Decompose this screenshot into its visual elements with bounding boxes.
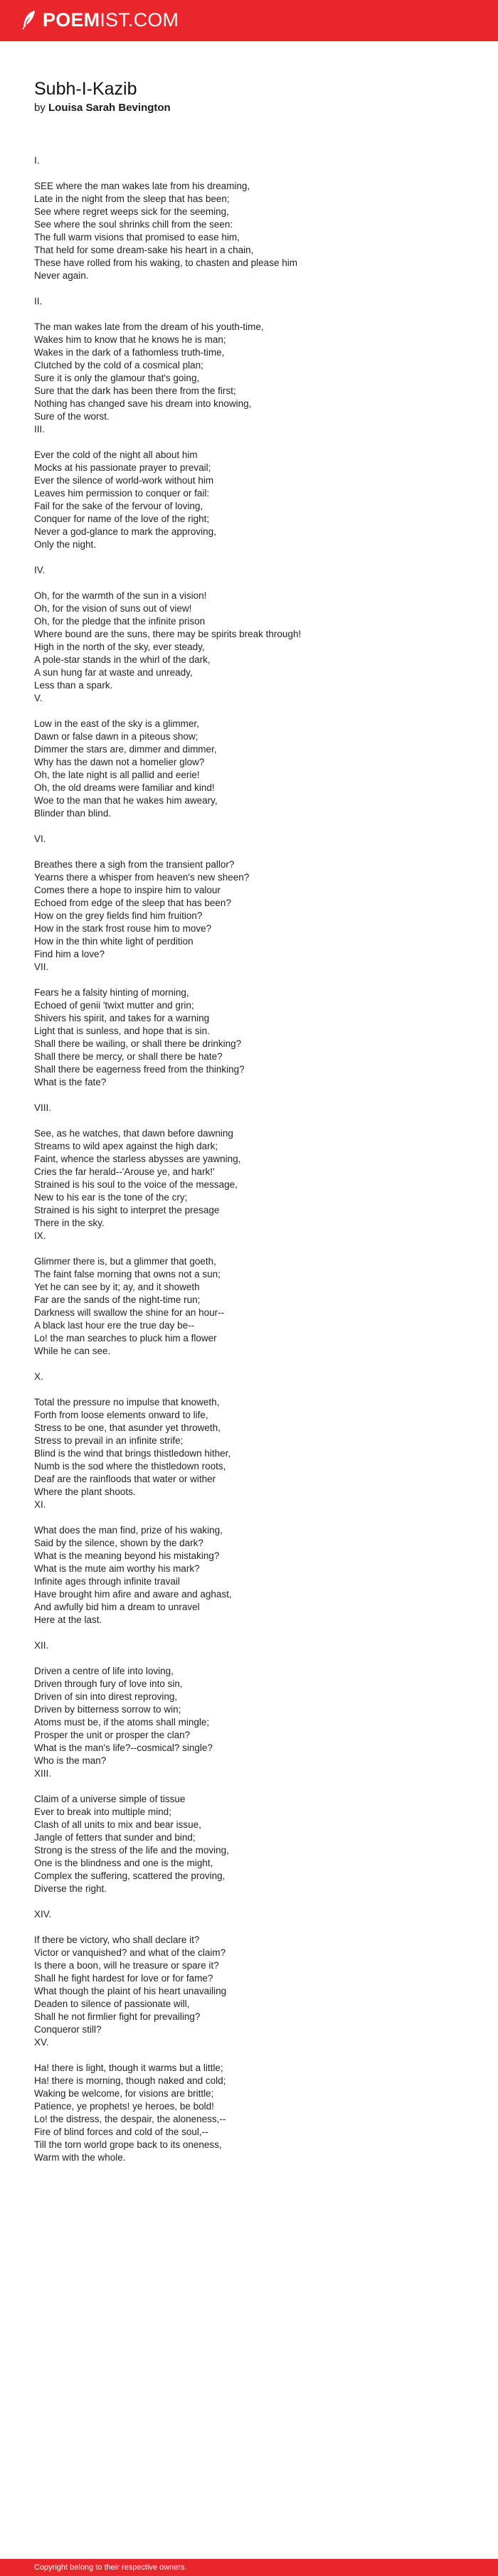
stanza-break [34, 974, 475, 986]
poem-line: What though the plaint of his heart unavailing [34, 1986, 227, 1996]
poem-line: Claim of a universe simple of tissue [34, 1794, 186, 1804]
site-logo-text: POEMIST.COM [43, 9, 179, 31]
poem-line: See where the soul shrinks chill from the seen: [34, 219, 233, 230]
poem-line: Lo! the distress, the despair, the aloneness,-- [34, 2114, 226, 2124]
poem-line: High in the north of the sky, ever steady, [34, 642, 205, 652]
poem-line: Yearns there a whisper from heaven's new sheen? [34, 872, 250, 883]
stanza-break [34, 1089, 475, 1102]
poem-line: Wakes him to know that he knows he is man; [34, 334, 226, 345]
copyright-text: Copyright belong to their respective owners. [34, 2563, 187, 2572]
poem-line: Why has the dawn not a homelier glow? [34, 757, 205, 767]
poem-line: A black last hour ere the true day be-- [34, 1320, 195, 1331]
poem-line: Where the plant shoots. [34, 1486, 136, 1497]
poem-line: Ever the cold of the night all about him [34, 449, 198, 460]
poem-line: See where regret weeps sick for the seeming, [34, 206, 229, 217]
poem-line: Said by the silence, shown by the dark? [34, 1538, 203, 1548]
stanza-break [34, 142, 475, 154]
poem-line: V. [34, 693, 43, 703]
poem-line: Glimmer there is, but a glimmer that goeth, [34, 1256, 216, 1267]
stanza-break [34, 308, 475, 321]
poem-line: I. [34, 155, 40, 166]
poem-line: New to his ear is the tone of the cry; [34, 1192, 188, 1203]
stanza-break [34, 1652, 475, 1665]
poem-line: The faint false morning that owns not a sun; [34, 1269, 221, 1279]
poem-line: How in the thin white light of perdition [34, 936, 194, 947]
poem-line: Driven a centre of life into loving, [34, 1666, 174, 1676]
poem-line: Driven through fury of love into sin, [34, 1678, 183, 1689]
poem-line: XI. [34, 1499, 46, 1510]
poem-line: Strong is the stress of the life and the moving, [34, 1845, 229, 1856]
stanza-break [34, 846, 475, 858]
poem-line: Here at the last. [34, 1614, 102, 1625]
poem-line: Conquer for name of the love of the right; [34, 513, 210, 524]
site-logo[interactable] [21, 9, 179, 31]
poem-line: VIII. [34, 1102, 52, 1113]
quill-pen-icon [21, 10, 37, 30]
stanza-break [34, 1358, 475, 1371]
poem-line: Ha! there is morning, though naked and cold; [34, 2075, 226, 2086]
poem-line: Only the night. [34, 539, 97, 550]
poem-line: Oh, for the warmth of the sun in a vision! [34, 590, 207, 601]
poem-line: Sure of the worst. [34, 411, 110, 422]
poem-line: Breathes there a sigh from the transient pallor? [34, 859, 235, 870]
poem-line: What is the meaning beyond his mistaking? [34, 1550, 220, 1561]
poem-line: Streams to wild apex against the high dark; [34, 1141, 218, 1151]
stanza-break [34, 2049, 475, 2062]
stanza-break [34, 1114, 475, 1127]
poem-line: XII. [34, 1640, 49, 1651]
poem-line: VI. [34, 834, 46, 844]
poem-line: Fears he a falsity hinting of morning, [34, 987, 189, 998]
poem-line: Shall he fight hardest for love or for fame? [34, 1973, 213, 1984]
poem-line: That held for some dream-sake his heart in a chain, [34, 245, 254, 255]
poem-line: Where bound are the suns, there may be spirits break through! [34, 629, 302, 639]
stanza-break [34, 705, 475, 718]
author-link[interactable]: Louisa Sarah Bevington [48, 102, 171, 114]
stanza-break [34, 282, 475, 295]
poem-line: Leaves him permission to conquer or fail: [34, 488, 210, 499]
poem-line: Atoms must be, if the atoms shall mingle; [34, 1717, 210, 1728]
poem-line: Blind is the wind that brings thistledown hither, [34, 1448, 231, 1459]
poem-line: Have brought him afire and aware and aghast, [34, 1589, 232, 1600]
byline [34, 101, 475, 115]
poem-line: Never a god-glance to mark the approving, [34, 526, 216, 537]
poem-line: Shivers his spirit, and takes for a warning [34, 1013, 210, 1023]
poem-line: If there be victory, who shall declare it? [34, 1934, 200, 1945]
poem-line: Woe to the man that he wakes him aweary, [34, 795, 218, 806]
poem-line: IV. [34, 565, 46, 575]
poem-line: Till the torn world grope back to its oneness, [34, 2139, 222, 2150]
poem-line: Lo! the man searches to pluck him a flower [34, 1333, 217, 1343]
poem-line: Complex the suffering, scattered the proving, [34, 1870, 226, 1881]
poem-line: The man wakes late from the dream of his youth-time, [34, 321, 264, 332]
poem-line: Far are the sands of the night-time run; [34, 1294, 201, 1305]
poem-line: Fail for the sake of the fervour of loving, [34, 501, 203, 511]
poem-line: Strained is his sight to interpret the presage [34, 1205, 220, 1215]
poem-line: Patience, ye prophets! ye heroes, be bold! [34, 2101, 214, 2112]
poem-line: One is the blindness and one is the might, [34, 1858, 213, 1868]
poem-line: Oh, for the vision of suns out of view! [34, 603, 192, 614]
stanza-break [34, 167, 475, 180]
poem-line: Blinder than blind. [34, 808, 112, 819]
poem-line: Dimmer the stars are, dimmer and dimmer, [34, 744, 217, 755]
poem-line: Wakes in the dark of a fathomless truth-time, [34, 347, 225, 358]
site-footer [0, 2559, 498, 2576]
poem-line: Stress to be one, that asunder yet throweth, [34, 1422, 221, 1433]
by-label: by [34, 102, 46, 114]
stanza-break [34, 820, 475, 833]
poem-line: A pole-star stands in the whirl of the dark, [34, 654, 211, 665]
poem-line: Sure it is only the glamour that's going, [34, 373, 200, 383]
stanza-break [34, 1627, 475, 1639]
site-header [0, 0, 498, 41]
stanza-break [34, 1383, 475, 1396]
poem-line: Stress to prevail in an infinite strife; [34, 1435, 184, 1446]
poem-line: Fire of blind forces and cold of the soul,-- [34, 2127, 208, 2137]
poem-line: Comes there a hope to inspire him to valour [34, 885, 221, 895]
poem-line: Clash of all units to mix and bear issue, [34, 1819, 201, 1830]
poem-line: Jangle of fetters that sunder and bind; [34, 1832, 196, 1843]
poem-line: Nothing has changed save his dream into knowing, [34, 398, 252, 409]
poem-title: Subh-I-Kazib [34, 79, 137, 99]
poem-line: Find him a love? [34, 949, 105, 959]
stanza-break [34, 1895, 475, 1908]
poem-line: XIV. [34, 1909, 52, 1920]
stanza-break [34, 436, 475, 449]
poem-line: IX. [34, 1230, 46, 1241]
poem-line: X. [34, 1371, 43, 1382]
poem-line: XV. [34, 2037, 49, 2048]
poem-body [34, 142, 475, 2164]
poem-line: Oh, the late night is all pallid and eerie! [34, 770, 200, 780]
poem-line: Low in the east of the sky is a glimmer, [34, 718, 199, 729]
poem-line: Faint, whence the starless abysses are yawning, [34, 1154, 241, 1164]
poem-line: Forth from loose elements onward to life, [34, 1410, 208, 1420]
poem-line: II. [34, 296, 43, 307]
stanza-break [34, 551, 475, 564]
poem-line: These have rolled from his waking, to chasten and please him [34, 257, 297, 268]
poem-line: Light that is sunless, and hope that is sin. [34, 1026, 210, 1036]
poem-line: Never again. [34, 270, 89, 281]
poem-line: VII. [34, 962, 49, 972]
poem-line: How in the stark frost rouse him to move? [34, 923, 212, 934]
poem-line: Diverse the right. [34, 1883, 107, 1894]
poem-line: Shall there be mercy, or shall there be hate? [34, 1051, 223, 1062]
poem-line: XIII. [34, 1768, 52, 1779]
poem-line: What is the man's life?--cosmical? single? [34, 1742, 213, 1753]
poem-line: Deaden to silence of passionate will, [34, 1998, 190, 2009]
poem-line: Clutched by the cold of a cosmical plan; [34, 360, 203, 371]
stanza-break [34, 577, 475, 590]
poem-line: Infinite ages through infinite travail [34, 1576, 180, 1587]
poem-line: What is the fate? [34, 1077, 107, 1087]
poem-line: Numb is the sod where the thistledown roots, [34, 1461, 226, 1471]
poem-line: Ever to break into multiple mind; [34, 1806, 171, 1817]
poem-line: Cries the far herald--'Arouse ye, and hark!' [34, 1166, 215, 1177]
poem-line: Is there a boon, will he treasure or spare it? [34, 1960, 219, 1971]
poem-line: The full warm visions that promised to ease him, [34, 232, 240, 243]
poem-line: Echoed from edge of the sleep that has been? [34, 898, 231, 908]
poem-line: Darkness will swallow the shine for an hour-- [34, 1307, 225, 1318]
poem-line: Oh, the old dreams were familiar and kind! [34, 782, 215, 793]
poem-line: Shall he not firmlier fight for prevailing? [34, 2011, 201, 2022]
poem-line: Shall there be wailing, or shall there be drinking? [34, 1038, 242, 1049]
poem-line: Mocks at his passionate prayer to prevail; [34, 462, 211, 473]
poem-line: Conqueror still? [34, 2024, 102, 2035]
poem-line: Warm with the whole. [34, 2152, 126, 2163]
poem-line: Prosper the unit or prosper the clan? [34, 1730, 191, 1740]
poem-line: Who is the man? [34, 1755, 107, 1766]
poem-article [34, 78, 475, 2164]
stanza-break [34, 1780, 475, 1793]
poem-line: Strained is his soul to the voice of the message, [34, 1179, 238, 1190]
poem-line: III. [34, 424, 46, 435]
poem-line: Sure that the dark has been there from the first; [34, 385, 236, 396]
poem-line: Deaf are the rainfloods that water or wither [34, 1474, 216, 1484]
poem-line: Total the pressure no impulse that knoweth, [34, 1397, 220, 1407]
poem-line: Oh, for the pledge that the infinite prison [34, 616, 206, 627]
poem-line: Late in the night from the sleep that has been; [34, 193, 230, 204]
poem-line: Echoed of genii 'twixt mutter and grin; [34, 1000, 194, 1011]
poem-line: See, as he watches, that dawn before dawning [34, 1128, 233, 1139]
poem-line: What is the mute aim worthy his mark? [34, 1563, 200, 1574]
poem-line: Driven of sin into direst reproving, [34, 1691, 178, 1702]
poem-line: Victor or vanquished? and what of the claim? [34, 1947, 226, 1958]
poem-line: Dawn or false dawn in a piteous show; [34, 731, 198, 742]
poem-line: SEE where the man wakes late from his dreaming, [34, 181, 250, 191]
poem-line: There in the sky. [34, 1218, 105, 1228]
poem-line: Yet he can see by it; ay, and it showeth [34, 1282, 200, 1292]
poem-line: Waking be welcome, for visions are brittle; [34, 2088, 214, 2099]
poem-line: How on the grey fields find him fruition? [34, 910, 203, 921]
poem-line: Shall there be eagerness freed from the thinking? [34, 1064, 245, 1075]
poem-line: Less than a spark. [34, 680, 113, 691]
poem-line: Driven by bitterness sorrow to win; [34, 1704, 181, 1715]
poem-line: Ever the silence of world-work without him [34, 475, 214, 486]
stanza-break [34, 1921, 475, 1934]
poem-line: While he can see. [34, 1346, 111, 1356]
stanza-break [34, 1511, 475, 1524]
poem-line: And awfully bid him a dream to unravel [34, 1602, 200, 1612]
poem-line: A sun hung far at waste and unready, [34, 667, 193, 678]
stanza-break [34, 1242, 475, 1255]
poem-line: Ha! there is light, though it warms but a little; [34, 2063, 223, 2073]
poem-line: What does the man find, prize of his waking, [34, 1525, 223, 1536]
